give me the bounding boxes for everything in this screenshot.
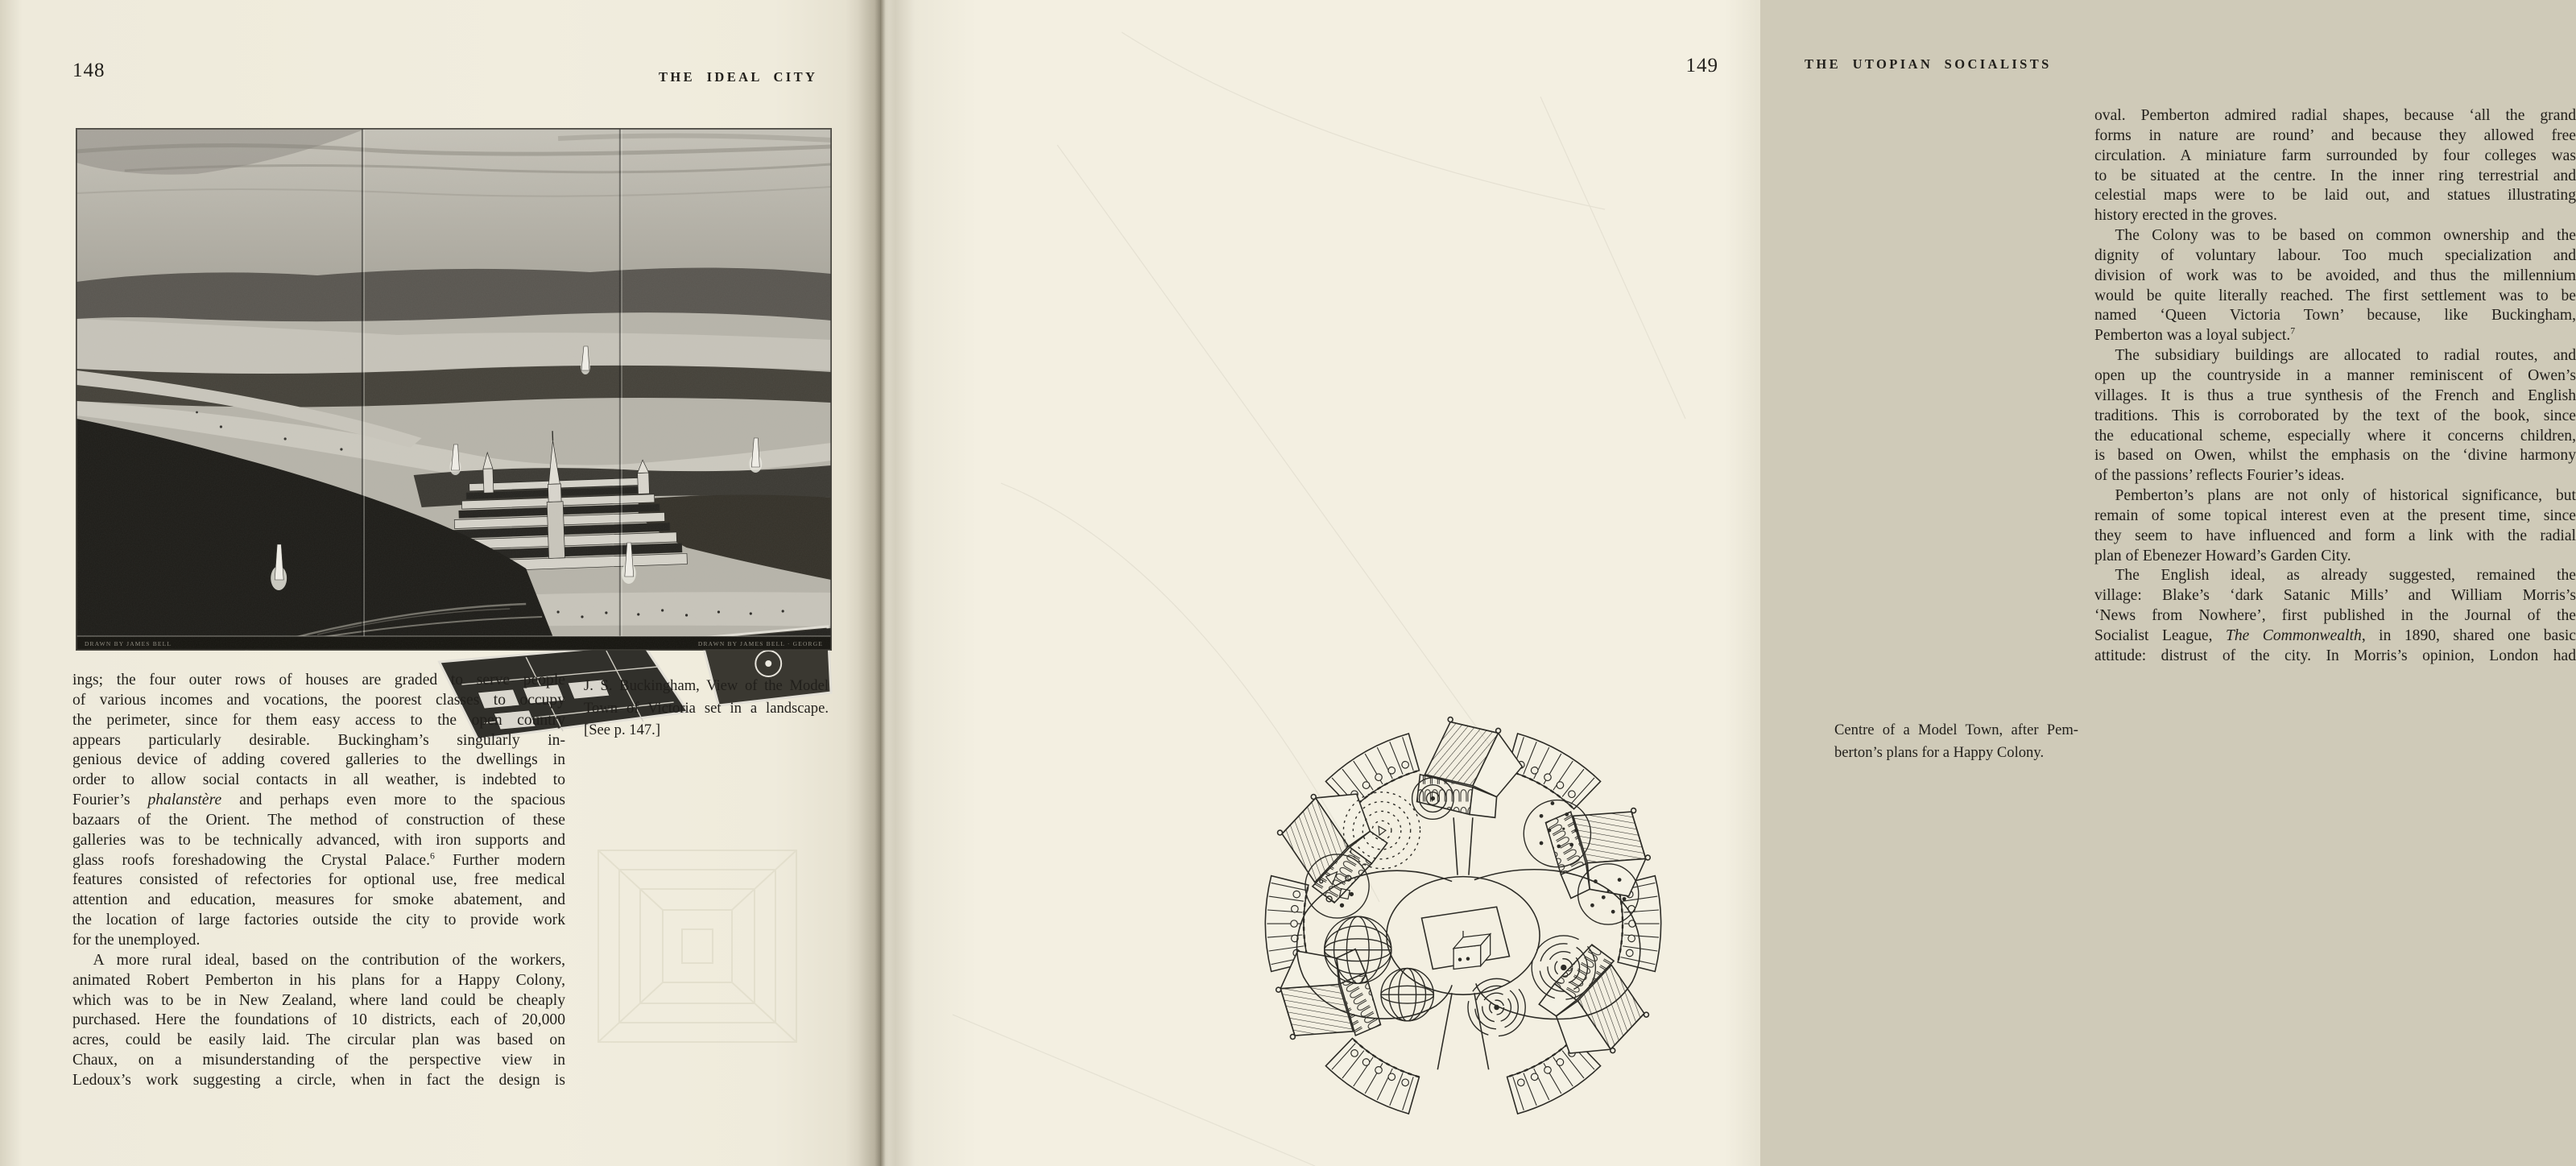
text-line: attention and education, measures for smoke abatement, and — [72, 891, 565, 909]
text-line: features consisted of refectories for optional use, free medical — [72, 871, 565, 889]
text-line: of various incomes and vocations, the poorest classes to occupy — [72, 691, 565, 709]
page-show-through — [592, 844, 803, 1048]
text-line: history erected in the groves. — [2094, 207, 2277, 225]
body-text-left — [72, 671, 565, 1091]
text-line: animated Robert Pemberton in his plans for a Happy Colony, — [72, 971, 565, 989]
text-line: Centre of a Model Town, after Pem- — [1834, 722, 2078, 738]
happy-colony-plan-drawing — [1216, 696, 1710, 1160]
text-line: traditions. This is corroborated by the text of the book, since — [2094, 407, 2576, 424]
text-line: appears particularly desirable. Buckingham’s singularly in- — [72, 731, 565, 749]
text-line: the perimeter, since for them easy access to the open country — [72, 711, 565, 729]
text-line: which was to be in New Zealand, where land could be cheaply — [72, 991, 565, 1009]
text-line: plan of Ebenezer Howard’s Garden City. — [2094, 547, 2351, 564]
text-line: The subsidiary buildings are allocated to radial routes, and — [2115, 347, 2576, 365]
text-line: circulation. A miniature farm surrounded by four colleges was — [2094, 147, 2576, 164]
text-line: remain of some topical interest even at the present time, since — [2094, 507, 2576, 524]
text-line: oval. Pemberton admired radial shapes, because ‘all the grand — [2094, 107, 2576, 124]
aerial-view-illustration — [76, 129, 831, 650]
text-line: bazaars of the Orient. The method of construction of these — [72, 811, 565, 829]
photo-credit-right: DRAWN BY JAMES BELL · GEORGE — [697, 639, 824, 648]
text-line: Chaux, on a misunderstanding of the perspective view in — [72, 1052, 565, 1069]
text-line: ings; the four outer rows of houses are graded to serve people — [72, 672, 565, 688]
figure-caption-left — [584, 675, 829, 742]
text-line: Pemberton’s plans are not only of historical significance, but — [2115, 487, 2576, 505]
text-line: is based on Owen, whilst the emphasis on the ‘divine harmony — [2094, 447, 2576, 465]
text-line: named ‘Queen Victoria Town’ because, like Buckingham, — [2094, 307, 2576, 325]
text-line: acres, could be easily laid. The circular plan was based on — [72, 1032, 565, 1049]
text-line: J. S. Buckingham, View of the Model — [584, 677, 829, 694]
terrestrial-globe — [1325, 916, 1391, 983]
text-line: division of work was to be avoided, and thus the millennium — [2094, 267, 2576, 284]
text-line: glass roofs foreshadowing the Crystal Palace.$^6$ Further modern — [72, 850, 565, 869]
text-line: open up the countryside in a manner reminiscent of Owen’s — [2094, 366, 2576, 384]
text-line: Fourier’s phalanstère and perhaps even more to the spacious — [72, 792, 565, 809]
model-town-drawing — [1216, 696, 1710, 1160]
text-line: ‘News from Nowhere’, first published in the Journal of the — [2094, 607, 2576, 625]
text-line: of the passions’ reflects Fourier’s ideas. — [2094, 467, 2345, 485]
text-line: order to allow social contacts in all weather, is indebted to — [72, 771, 565, 789]
body-text-right — [2094, 106, 2576, 667]
text-line: berton’s plans for a Happy Colony. — [1834, 743, 2045, 761]
text-line: celestial maps were to be laid out, and statues illustrating — [2094, 187, 2576, 205]
text-line: The English ideal, as already suggested, remained the — [2115, 567, 2576, 585]
photo-credit-left: DRAWN BY JAMES BELL — [84, 639, 172, 648]
text-line: dignity of voluntary labour. Too much specialization and — [2094, 246, 2576, 264]
figure-caption-right — [1834, 719, 2078, 763]
text-line: would be quite literally reached. The first settlement was to be — [2094, 287, 2576, 304]
text-line: for the unemployed. — [72, 931, 201, 949]
text-line: Pemberton was a loyal subject.$^7$ — [2094, 325, 2296, 345]
text-line: [See p. 147.] — [584, 722, 661, 738]
text-line: A more rural ideal, based on the contribution of the workers, — [93, 951, 565, 969]
text-line: villages. It is thus a true synthesis of the French and English — [2094, 387, 2576, 404]
text-line: to be situated at the centre. In the inner ring terrestrial and — [2094, 167, 2576, 184]
text-line: purchased. Here the foundations of 10 districts, each of 20,000 — [72, 1011, 565, 1029]
text-line: Socialist League, The Commonwealth, in 1890, shared one basic — [2094, 626, 2576, 644]
text-line: galleries was to be technically advanced, with iron supports and — [72, 831, 565, 849]
text-line: village: Blake’s ‘dark Satanic Mills’ and William Morris’s — [2094, 587, 2576, 605]
running-head-right: THE UTOPIAN SOCIALISTS — [1805, 56, 2052, 72]
text-line: they seem to have influenced and form a link with the radial — [2094, 527, 2576, 544]
text-line: Town of Victoria set in a landscape. — [584, 699, 829, 717]
running-head-left: THE IDEAL CITY — [659, 69, 818, 85]
text-line: Ledoux’s work suggesting a circle, when in fact the design is — [72, 1071, 565, 1089]
text-line: The Colony was to be based on common ownership and the — [2115, 227, 2576, 245]
central-building — [1453, 931, 1491, 970]
text-line: forms in nature are round’ and because they allowed free — [2094, 126, 2576, 144]
text-line: the location of large factories outside the city to provide work — [72, 912, 565, 929]
text-line: attitude: distrust of the city. In Morris’s opinion, London had — [2094, 647, 2576, 664]
page-number-left: 148 — [72, 60, 105, 81]
building-ring — [1255, 717, 1672, 1119]
left-page — [0, 0, 880, 1166]
text-line: the educational scheme, especially where it concerns children, — [2094, 427, 2576, 444]
text-line: genious device of adding covered galleries to the dwellings in — [72, 751, 565, 769]
page-number-right: 149 — [1685, 55, 1718, 76]
model-town-photograph — [76, 129, 831, 650]
